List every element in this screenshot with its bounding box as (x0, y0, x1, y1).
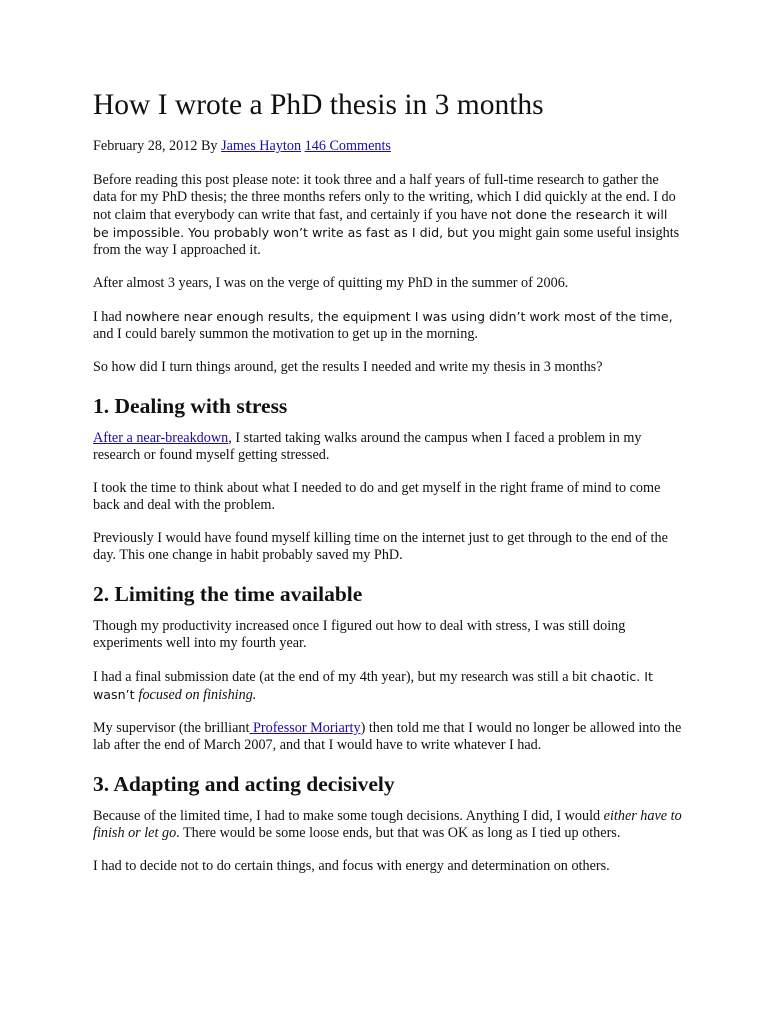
professor-moriarty-link[interactable]: Professor Moriarty (249, 720, 361, 736)
intro-paragraph-2: After almost 3 years, I was on the verge of quitting my PhD in the summer of 2006. (93, 275, 569, 291)
intro-text-a: Before reading this post please note: it took three and a half years of full-time research to gather the data for my PhD thesis; the three months refers only to the writing, which I did quickly at the end. I do not claim that everybody can write that fast, and certainly if you have (93, 172, 676, 223)
time-paragraph-2-sans: chaotic. It wasn’t (93, 669, 653, 702)
time-paragraph-3-pre: My supervisor (the brilliant (93, 720, 250, 736)
intro-text-b: not done the research it will be impossible. You probably won’t write as fast as I did, but you (93, 207, 668, 240)
near-breakdown-link[interactable]: After a near-breakdown (93, 430, 229, 446)
stress-paragraph-1 (93, 430, 683, 464)
article (93, 84, 683, 891)
intro-paragraph-1 (93, 172, 683, 259)
post-date: February 28, 2012 By (93, 138, 222, 154)
time-paragraph-2-emphasis: focused on finishing. (138, 687, 257, 703)
intro-text-c: might gain some useful insights from the way I approached it. (93, 225, 680, 258)
decisive-paragraph-2: I had to decide not to do certain things, and focus with energy and determination on others. (93, 858, 610, 874)
time-paragraph-2 (93, 668, 683, 704)
time-paragraph-1: Though my productivity increased once I figured out how to deal with stress, I was still doing experiments well into my fourth year. (93, 618, 626, 651)
author-link[interactable]: James Hayton (221, 138, 302, 154)
stress-paragraph-2: I took the time to think about what I needed to do and get myself in the right frame of mind to come back and deal with the problem. (93, 480, 661, 513)
intro-paragraph-4: So how did I turn things around, get the results I needed and write my thesis in 3 months? (93, 359, 603, 375)
intro3-text-c: and I could barely summon the motivation to get up in the morning. (93, 326, 478, 342)
section-heading-stress: 1. Dealing with stress (93, 394, 288, 418)
stress-paragraph-3: Previously I would have found myself killing time on the internet just to get through to the end of the day. This one change in habit probably saved my PhD. (93, 530, 668, 563)
intro3-text-b: nowhere near enough results, the equipment I was using didn’t work most of the time, (125, 309, 673, 324)
comments-link[interactable]: 146 Comments (304, 138, 391, 154)
intro-paragraph-3 (93, 308, 683, 343)
article-meta (93, 137, 683, 155)
time-paragraph-3-post: ) then told me that I would no longer be allowed into the lab after the end of March 2007, and that I would have to write whatever I had. (93, 720, 682, 753)
article-title: How I wrote a PhD thesis in 3 months (93, 89, 544, 121)
time-paragraph-3 (93, 720, 683, 754)
intro3-text-a: I had (93, 309, 126, 325)
decisive-paragraph-1 (93, 808, 683, 842)
decisive-paragraph-1-post: . There would be some loose ends, but that was OK as long as I tied up others. (176, 825, 621, 841)
decisive-paragraph-1-pre: Because of the limited time, I had to make some tough decisions. Anything I did, I would (93, 808, 604, 824)
section-heading-decisive: 3. Adapting and acting decisively (93, 772, 395, 796)
stress-paragraph-1-text: , I started taking walks around the campus when I faced a problem in my research or found myself getting stressed. (93, 430, 642, 463)
section-heading-time: 2. Limiting the time available (93, 582, 363, 606)
decisive-paragraph-1-emphasis: either have to finish or let go (93, 808, 682, 841)
time-paragraph-2-text: I had a final submission date (at the end of my 4th year), but my research was still a bit (93, 669, 591, 685)
